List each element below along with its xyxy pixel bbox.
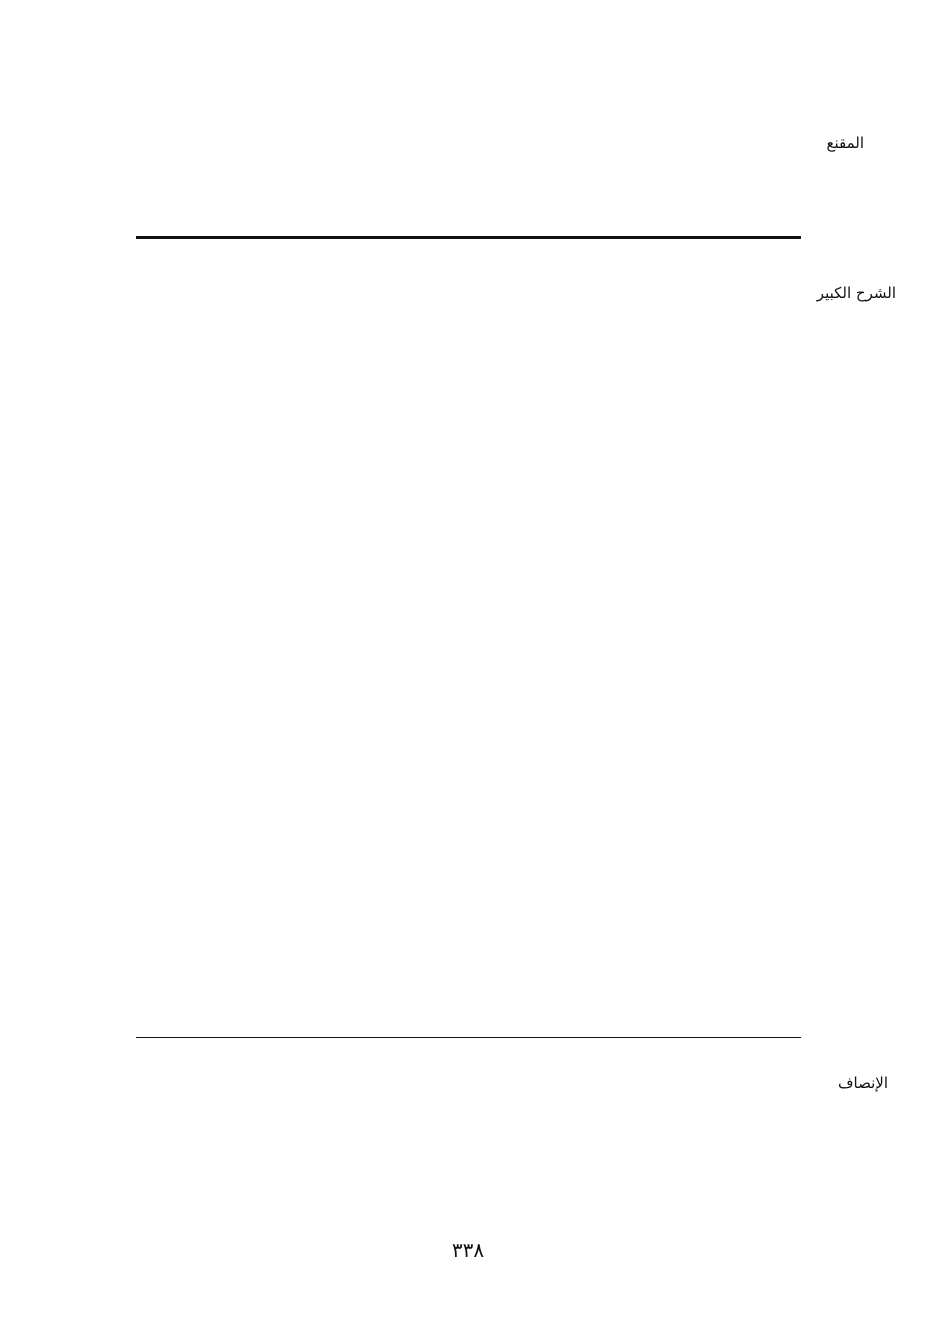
muqni-divider xyxy=(136,236,801,239)
insaf-divider xyxy=(136,1037,801,1038)
margin-label-insaf: الإنصاف xyxy=(837,1074,888,1092)
page-number: ٣٣٨ xyxy=(451,1238,485,1262)
margin-label-muqni: المقنع xyxy=(826,134,864,152)
margin-label-sharh: الشرح الكبير xyxy=(816,284,896,302)
